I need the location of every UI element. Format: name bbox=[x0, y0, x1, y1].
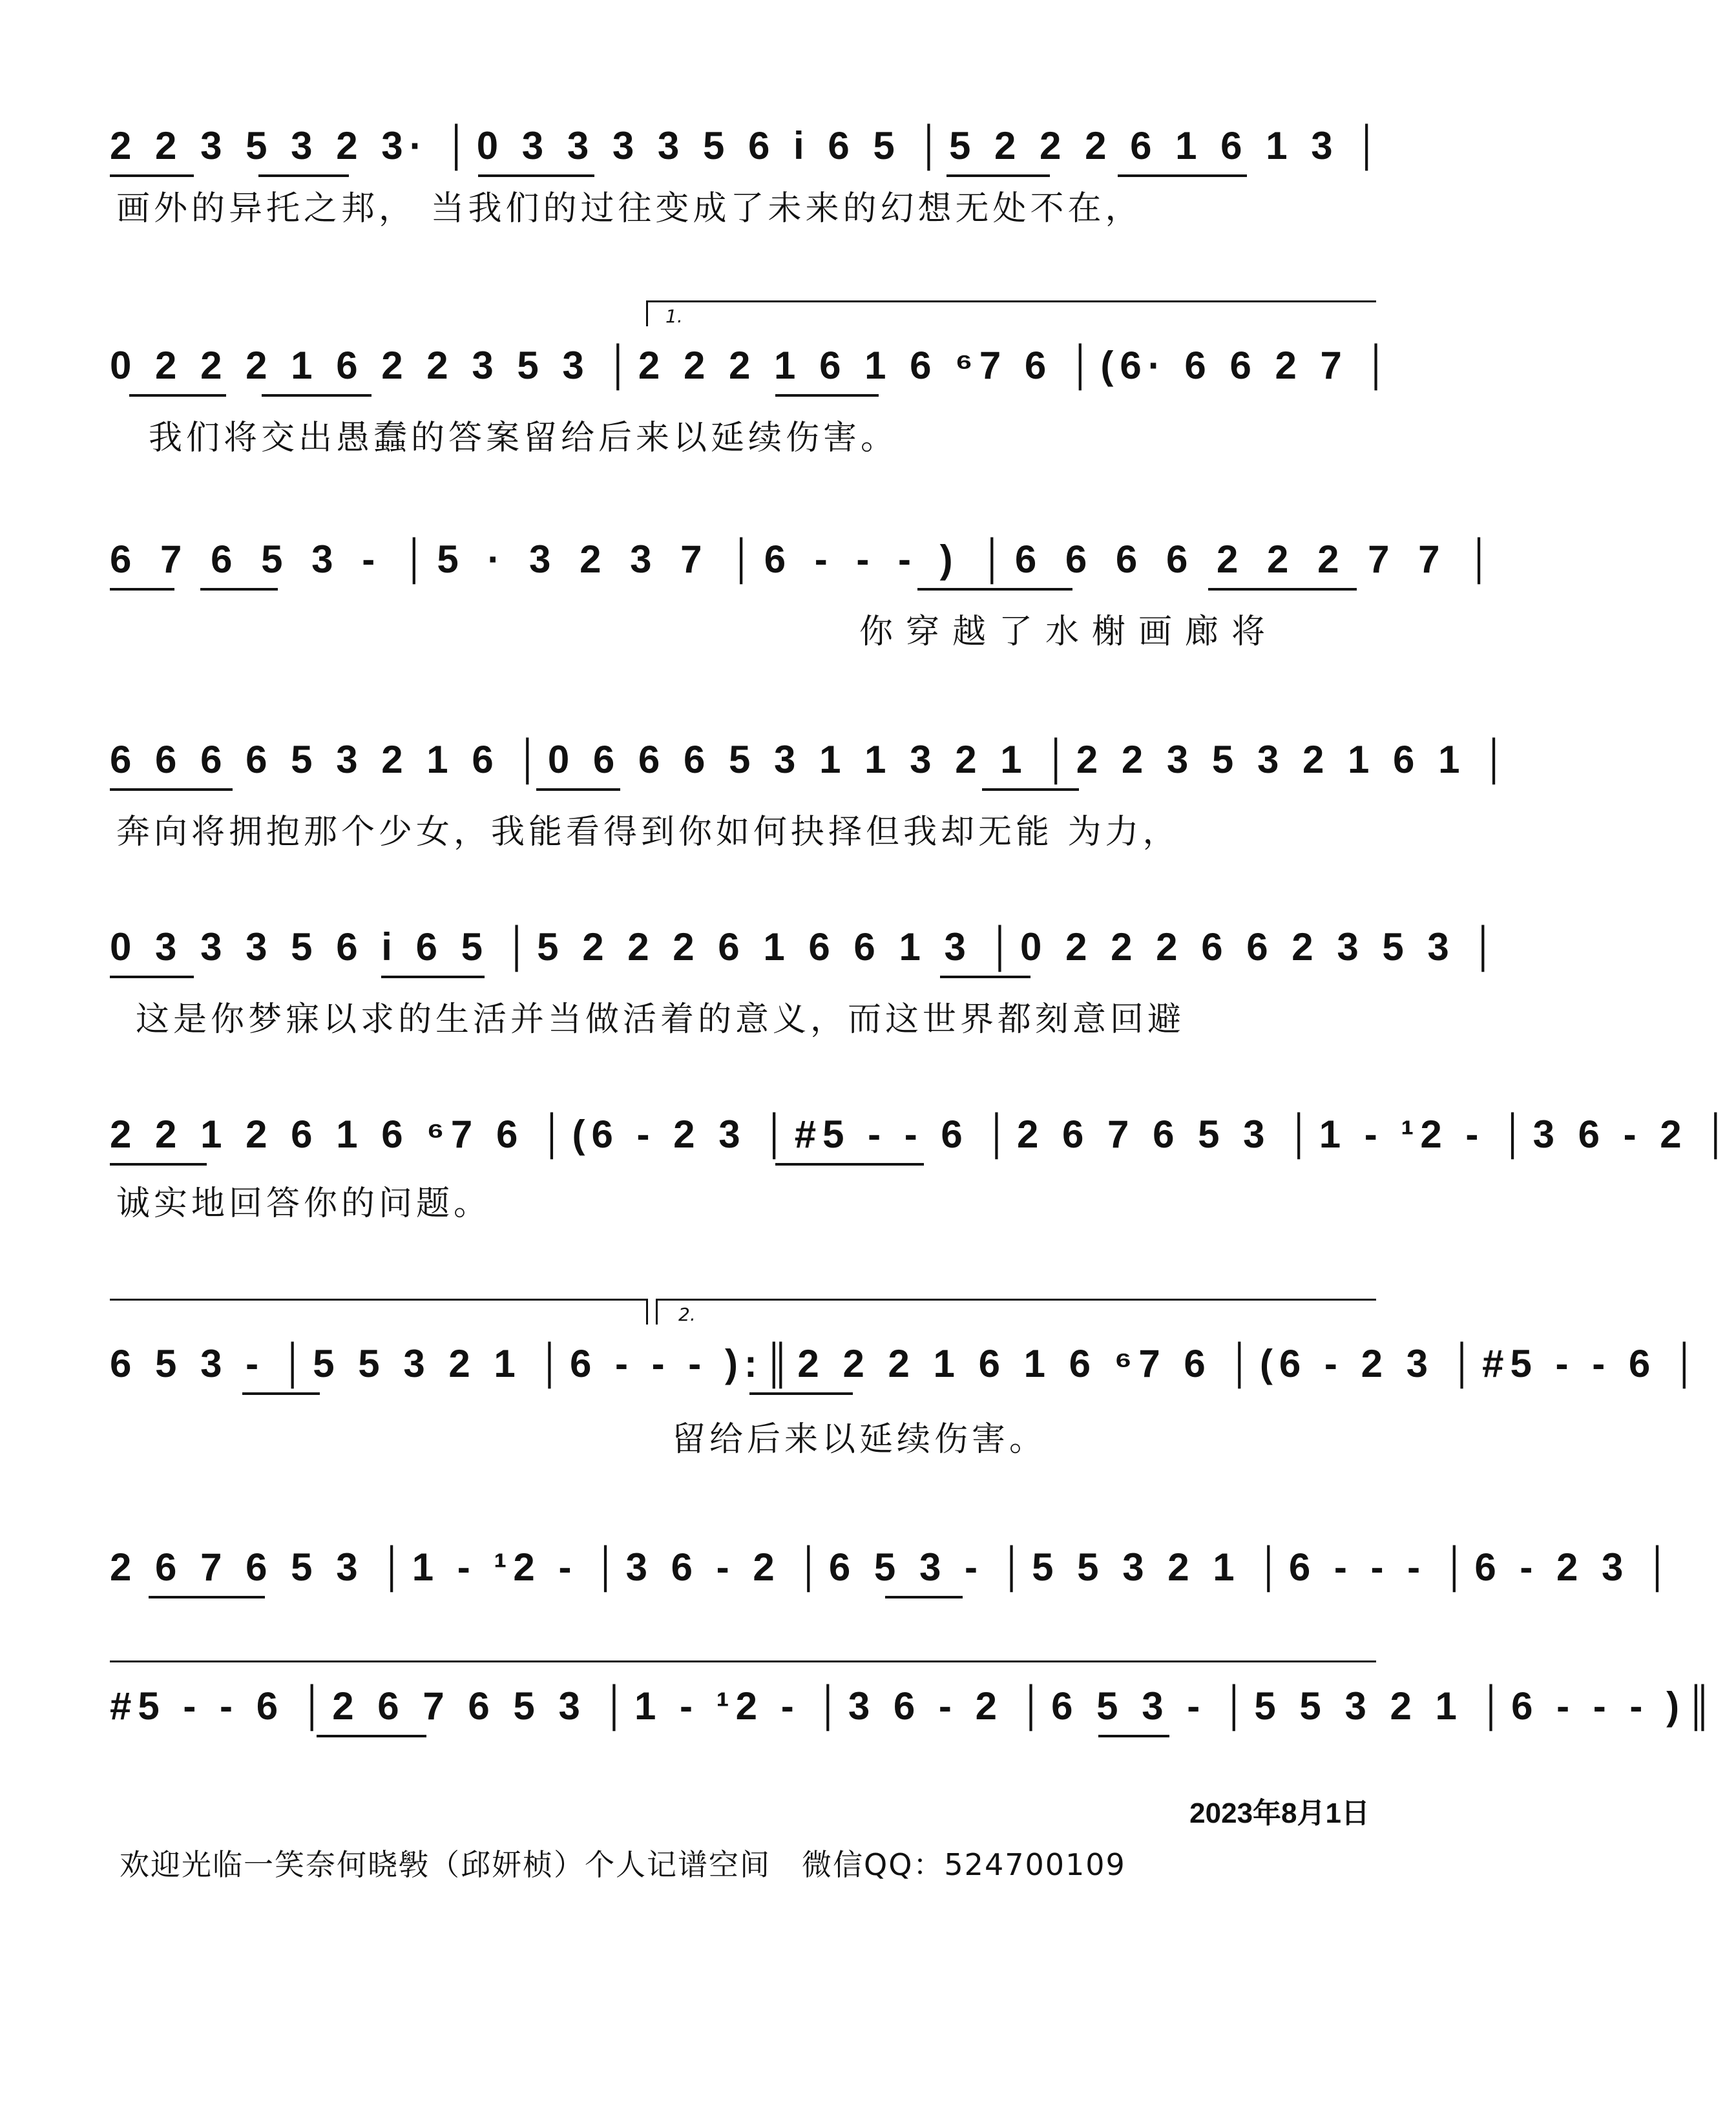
volta-bracket-1 bbox=[646, 300, 1376, 302]
score-system-3 bbox=[110, 530, 1502, 659]
beam bbox=[129, 394, 226, 397]
footer-credit: 欢迎光临一笑奈何晓斅（邱妍桢）个人记谱空间 微信QQ：524700109 bbox=[120, 1847, 1126, 1882]
beam bbox=[149, 1596, 265, 1598]
volta-bracket-tick bbox=[646, 1299, 648, 1325]
beam bbox=[917, 588, 1072, 591]
beam bbox=[1118, 174, 1247, 177]
volta-bracket-2 bbox=[656, 1299, 1376, 1301]
score-system-4 bbox=[110, 730, 1514, 859]
beam bbox=[317, 1735, 426, 1737]
beam bbox=[110, 976, 194, 978]
volta-bracket-left bbox=[110, 1299, 646, 1301]
beam bbox=[478, 174, 594, 177]
notation-line: 2 2 1 2 6 1 6 ⁶7 6 │(6 - 2 3 │#5 - - 6 │2 6 7 6 5 3 │1 - ¹2 - │3 6 - 2 │ bbox=[110, 1113, 1736, 1156]
beam bbox=[110, 788, 233, 791]
volta-number: 2. bbox=[678, 1304, 696, 1325]
date-stamp: 2023年8月1日 bbox=[1189, 1797, 1370, 1829]
beam bbox=[1098, 1735, 1169, 1737]
volta-bracket-end bbox=[110, 1660, 1376, 1662]
volta-bracket-tick bbox=[646, 300, 648, 326]
beam bbox=[775, 1163, 924, 1166]
lyrics-line: 画外的异托之邦， 当我们的过往变成了未来的幻想无处不在， bbox=[116, 189, 1143, 228]
notation-line: 6 6 6 6 5 3 2 1 6 │0 6 6 6 5 3 1 1 3 2 1 │2 2 3 5 3 2 1 6 1 │ bbox=[110, 738, 1514, 781]
score-system-9 bbox=[110, 1660, 1720, 1738]
notation-line: 2 6 7 6 5 3 │1 - ¹2 - │3 6 - 2 │6 5 3 - │5 5 3 2 1 │6 - - - │6 - 2 3 │ bbox=[110, 1545, 1678, 1589]
lyrics-line: 你穿越了水榭画廊将 bbox=[859, 613, 1279, 651]
volta-number: 1. bbox=[665, 306, 683, 327]
beam bbox=[242, 1392, 320, 1395]
score-system-6 bbox=[110, 1105, 1736, 1234]
notation-line: 6 7 6 5 3 - │5 · 3 2 3 7 │6 - - - ) │6 6 6 6 2 2 2 7 7 │ bbox=[110, 538, 1502, 581]
notation-line: 6 5 3 - │5 5 3 2 1 │6 - - - ):║2 2 2 1 6 1 6 ⁶7 6 │(6 - 2 3 │#5 - - 6 │ bbox=[110, 1342, 1705, 1385]
beam bbox=[1208, 588, 1357, 591]
beam bbox=[749, 1392, 853, 1395]
lyrics-line: 我们将交出愚蠢的答案留给后来以延续伤害。 bbox=[149, 419, 899, 457]
score-system-2 bbox=[110, 300, 1397, 462]
beam bbox=[946, 174, 1050, 177]
beam bbox=[110, 588, 174, 591]
beam bbox=[110, 174, 194, 177]
lyrics-line: 这是你梦寐以求的生活并当做活着的意义，而这世界都刻意回避 bbox=[136, 1000, 1186, 1039]
beam bbox=[258, 174, 349, 177]
beam bbox=[982, 788, 1079, 791]
notation-line: 0 2 2 2 1 6 2 2 3 5 3 │2 2 2 1 6 1 6 ⁶7 6 │(6· 6 6 2 7 │ bbox=[110, 344, 1397, 387]
lyrics-line: 奔向将拥抱那个少女，我能看得到你如何抉择但我却无能 为力， bbox=[116, 813, 1180, 852]
beam bbox=[775, 394, 879, 397]
beam bbox=[940, 976, 1030, 978]
notation-line: 0 3 3 3 5 6 i 6 5 │5 2 2 2 6 1 6 6 1 3 │0 2 2 2 6 6 2 3 5 3 │ bbox=[110, 925, 1503, 969]
beam bbox=[200, 588, 278, 591]
lyrics-line: 诚实地回答你的问题。 bbox=[116, 1184, 492, 1223]
score-system-5 bbox=[110, 917, 1503, 1047]
beam bbox=[262, 394, 371, 397]
beam bbox=[381, 976, 485, 978]
beam bbox=[110, 1163, 207, 1166]
lyrics-line: 留给后来以延续伤害。 bbox=[672, 1420, 1047, 1459]
beam bbox=[536, 788, 620, 791]
score-system-1 bbox=[110, 116, 1387, 239]
notation-line: 2 2 3 5 3 2 3· │0 3 3 3 3 5 6 i 6 5 │5 2 2 2 6 1 6 1 3 │ bbox=[110, 124, 1387, 167]
volta-bracket-tick bbox=[656, 1299, 658, 1325]
score-system-7 bbox=[110, 1299, 1705, 1467]
beam bbox=[885, 1596, 963, 1598]
score-system-8 bbox=[110, 1538, 1678, 1615]
notation-line: #5 - - 6 │2 6 7 6 5 3 │1 - ¹2 - │3 6 - 2 │6 5 3 - │5 5 3 2 1 │6 - - - )║ bbox=[110, 1684, 1720, 1728]
